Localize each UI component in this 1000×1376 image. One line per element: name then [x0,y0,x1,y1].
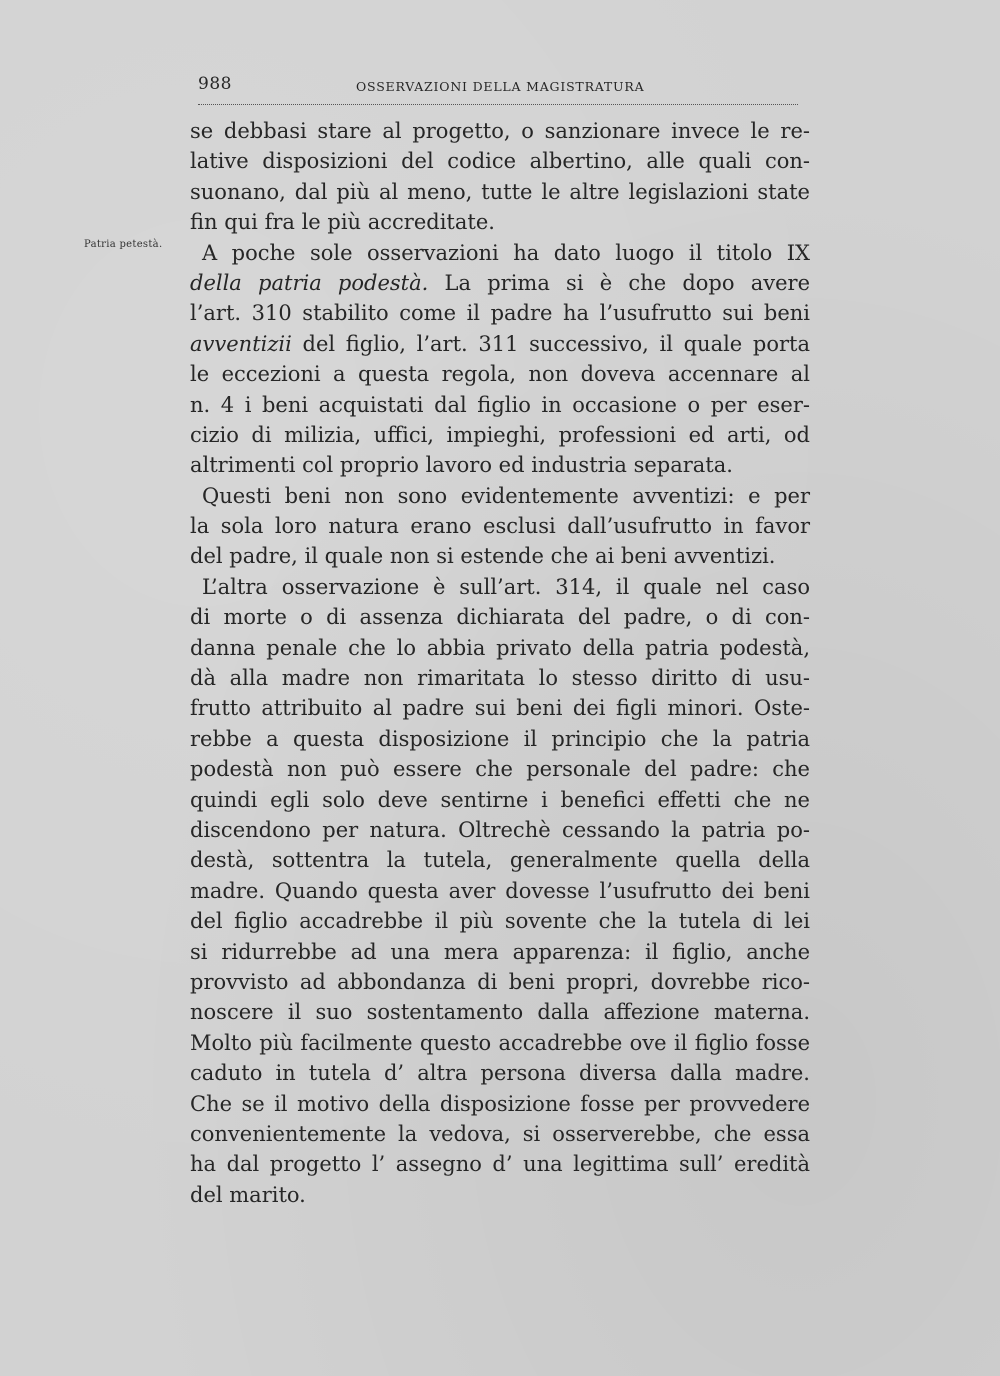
text-line [190,1058,810,1088]
text-line [190,937,810,967]
text-line [190,1149,810,1179]
line-text: Che se il motivo della disposizione fosse per provvedere [190,1091,810,1116]
line-text: del padre, il quale non si estende che ai beni avventizi. [190,544,776,569]
text-line [190,359,810,389]
line-text: lative disposizioni del codice albertino, alle quali con- [190,149,810,174]
line-text: destà, sottentra la tutela, generalmente quella della [190,848,810,873]
line-text: frutto attribuito al padre sui beni dei figli minori. Oste- [190,696,810,721]
text-line [190,785,810,815]
text-line [190,906,810,936]
margin-note: Patria petestà. [84,239,163,250]
text-line [190,390,810,420]
line-text: la sola loro natura erano esclusi dall’usufrutto in favor [190,514,810,539]
line-text: del marito. [190,1182,306,1207]
italic-phrase: della patria podestà. [190,270,429,295]
line-text: Questi beni non sono evidentemente avventizi: e per [202,483,810,508]
line-text: altrimenti col proprio lavoro ed industria separata. [190,453,733,478]
line-text: caduto in tutela d’ altra persona diversa dalla madre. [190,1061,810,1086]
line-text: suonano, dal più al meno, tutte le altre legislazioni state [190,179,810,204]
text-line [190,1028,810,1058]
text-line [190,693,810,723]
text-line [190,329,810,359]
running-title: OSSERVAZIONI DELLA MAGISTRATURA [356,79,645,94]
text-line [190,268,810,298]
line-text: si ridurrebbe ad una mera apparenza: il figlio, anche [190,939,810,964]
line-text: podestà non può essere che personale del padre: che [190,757,810,782]
text-line [190,420,810,450]
text-line [190,450,810,480]
line-text: rebbe a questa disposizione il principio che la patria [190,726,810,751]
text-line [190,997,810,1027]
line-text: madre. Quando questa aver dovesse l’usufrutto dei beni [190,878,810,903]
line-text: le eccezioni a questa regola, non doveva accennare al [190,362,810,387]
text-line [190,146,810,176]
line-text: Molto più facilmente questo accadrebbe ove il figlio fosse [190,1030,810,1055]
text-line [190,177,810,207]
text-line [190,207,810,237]
line-text: del figlio accadrebbe il più sovente che la tutela di lei [190,909,810,934]
text-line [190,541,810,571]
text-line [190,116,810,146]
body-text [190,116,810,1210]
line-text: dà alla madre non rimaritata lo stesso diritto di usu- [190,666,810,691]
text-line [190,876,810,906]
line-text: cizio di milizia, uffici, impieghi, professioni ed arti, od [190,422,810,447]
text-line [190,663,810,693]
line-text: di morte o di assenza dichiarata del padre, o di con- [190,605,810,630]
line-text: danna penale che lo abbia privato della patria podestà, [190,635,810,660]
text-line [190,572,810,602]
line-text: ha dal progetto l’ assegno d’ una legittima sull’ eredità [190,1152,810,1177]
line-text: La prima si è che dopo avere [428,270,810,295]
text-line [190,815,810,845]
line-text: noscere il suo sostentamento dalla affezione materna. [190,1000,810,1025]
text-line [190,602,810,632]
text-line [190,511,810,541]
page-number: 988 [198,74,232,94]
line-text: discendono per natura. Oltrechè cessando la patria po- [190,817,810,842]
line-text: convenientemente la vedova, si osserverebbe, che essa [190,1121,810,1146]
line-text: se debbasi stare al progetto, o sanzionare invece le re- [190,119,810,143]
line-text: l’art. 310 stabilito come il padre ha l’usufrutto sui beni [190,301,810,326]
line-text: fin qui fra le più accreditate. [190,210,495,235]
text-line [190,754,810,784]
italic-phrase: avventizii [190,331,292,356]
text-line [190,481,810,511]
text-line [190,633,810,663]
text-line [190,724,810,754]
running-head [198,74,798,100]
header-rule [198,104,798,105]
text-line [190,967,810,997]
text-line [190,1180,810,1210]
line-text: quindi egli solo deve sentirne i benefici effetti che ne [190,787,810,812]
line-text: L’altra osservazione è sull’art. 314, il quale nel caso [202,574,810,599]
line-text: n. 4 i beni acquistati dal figlio in occasione o per eser- [190,392,810,417]
text-line [190,1119,810,1149]
text-line [190,1089,810,1119]
text-line [190,845,810,875]
line-text: del figlio, l’art. 311 successivo, il quale porta [291,331,810,356]
line-text: provvisto ad abbondanza di beni propri, dovrebbe rico- [190,969,810,994]
line-text: A poche sole osservazioni ha dato luogo il titolo IX [202,240,810,265]
text-line [190,238,810,268]
text-line [190,298,810,328]
